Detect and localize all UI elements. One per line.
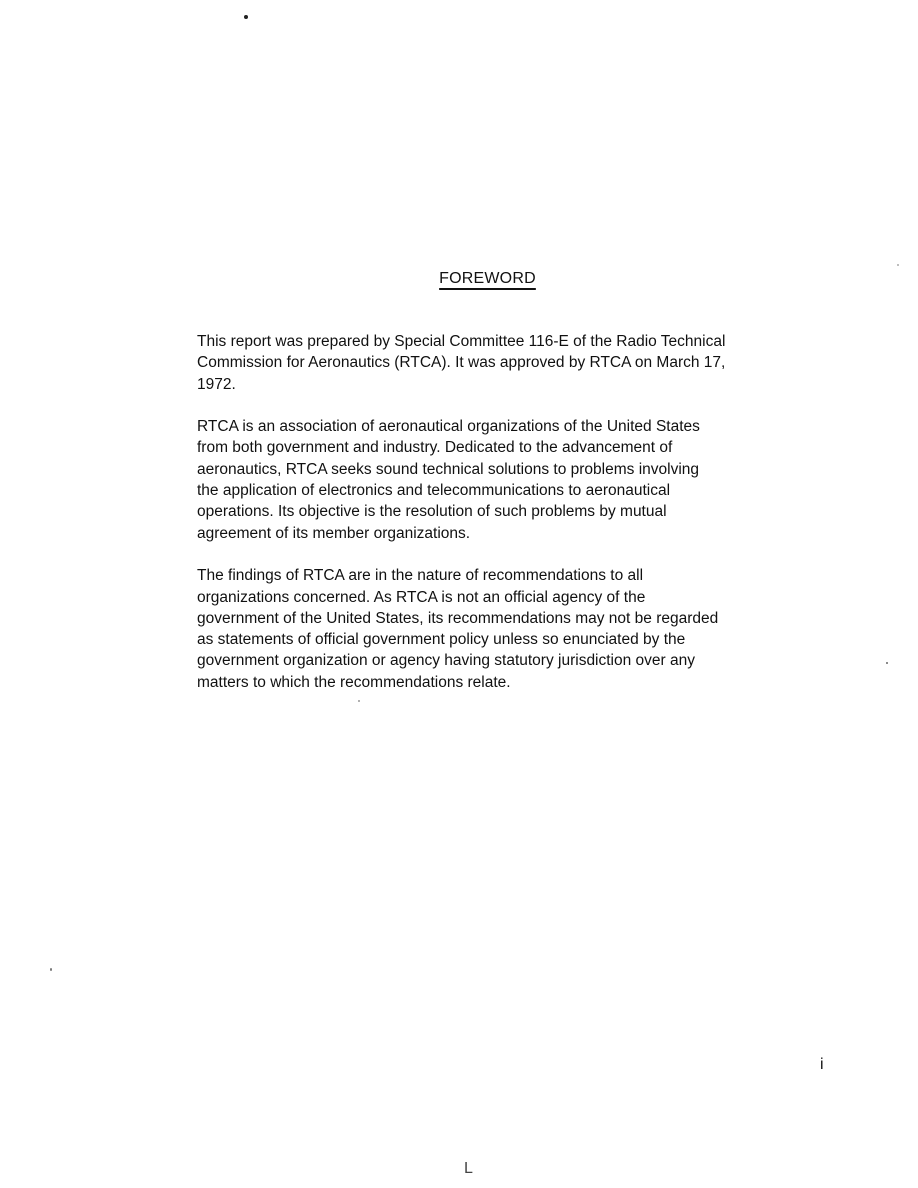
paragraph-1: This report was prepared by Special Committee 116-E of the Radio Technical Commission for Aeronautics (RTCA). It was approved by RTCA on March 17, 1972. [197,333,726,393]
paragraph-3: The findings of RTCA are in the nature of recommendations to all organizations concerned. As RTCA is not an official agency of the government of the United States, its recommendations may not be regarded as statements of official government policy unless so enunciated by the government organization or agency having statutory jurisdiction over any matters to which the recommendations relate. [197,567,719,691]
scan-speck [244,15,248,19]
title-text: FOREWORD [439,270,536,287]
scan-speck [897,264,899,266]
scan-mark: L [464,1160,473,1177]
foreword-body [197,331,822,714]
paragraph-2: RTCA is an association of aeronautical organizations of the United States from both government and industry. Dedicated to the advancement of aeronautics, RTCA seeks sound technical solutions to problems involving the application of electronics and telecommunications to aeronautical operations. Its objective is the resolution of such problems by mutual agreement of its member organizations. [197,418,700,542]
page-title [0,270,918,288]
page-number: i [820,1056,824,1073]
scan-speck [886,662,888,664]
scan-speck [50,968,52,971]
